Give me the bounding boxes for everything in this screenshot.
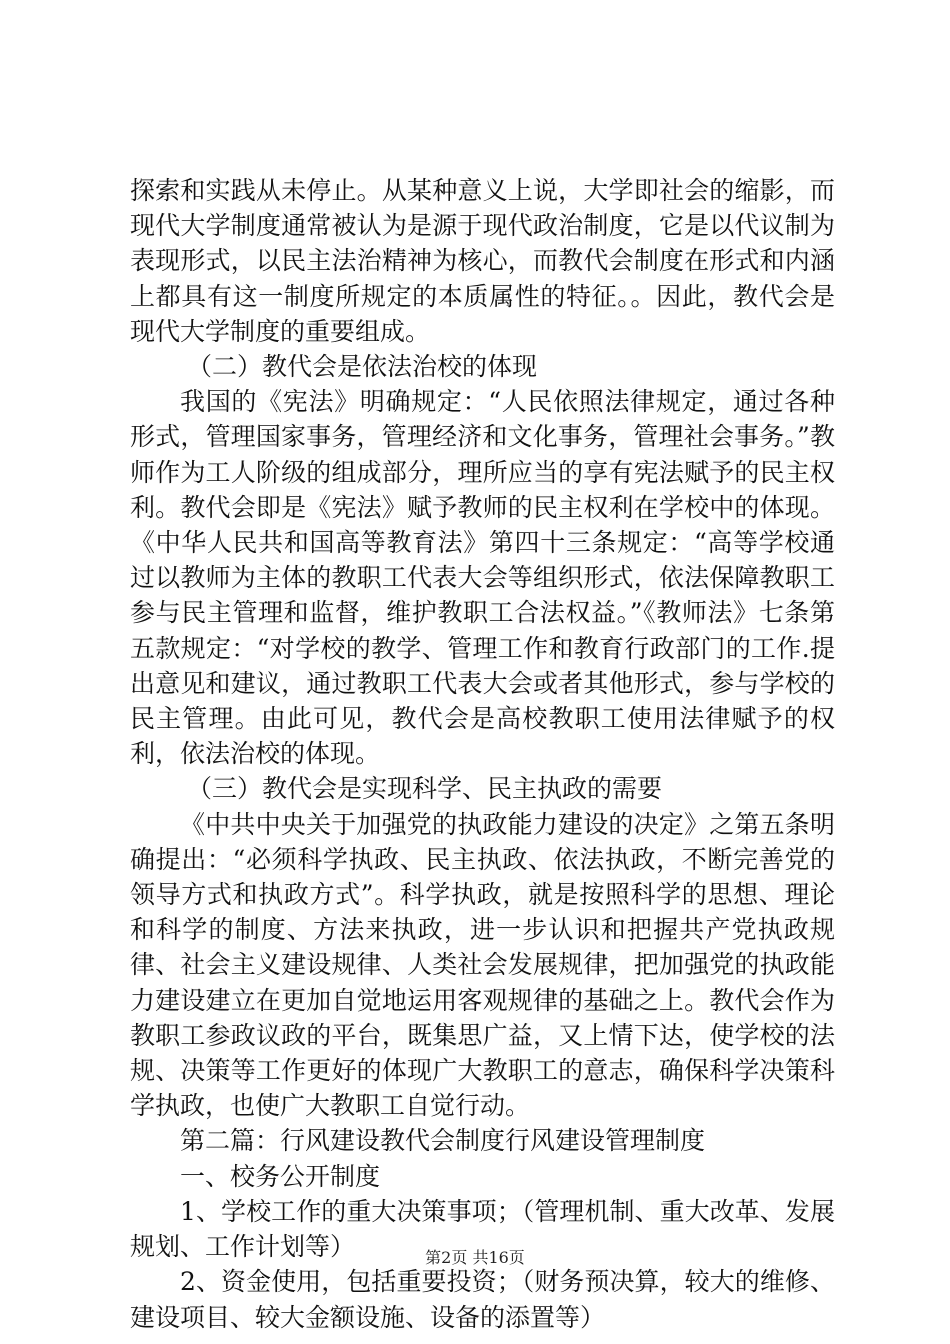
paragraph-governance: 《中共中央关于加强党的执政能力建设的决定》之第五条明确提出：“必须科学执政、民主执政、依法执政，不断完善党的领导方式和执政方式”。科学执政，就是按照科学的思想、理论和科学的制度、方法来执政，进一步认识和把握共产党执政规律、社会主义建设规律、人类社会发展规律，把加强党的执政能力建设建立在更加自觉地运用客观规律的基础之上。教代会作为教职工参政议政的平台，既集思广益，又上情下达，使学校的法规、决策等工作更好的体现广大教职工的意志，确保科学决策科学执政，也使广大教职工自觉行动。 (130, 809, 835, 1121)
document-body (130, 173, 835, 1335)
chapter-heading: 第二篇：行风建设教代会制度行风建设管理制度 (180, 1126, 706, 1156)
paragraph-intro: 探索和实践从未停止。从某种意义上说，大学即社会的缩影，而现代大学制度通常被认为是源于现代政治制度，它是以代议制为表现形式，以民主法治精神为核心，而教代会制度在形式和内涵上都具有这一制度所规定的本质属性的特征。。因此，教代会是现代大学制度的重要组成。 (130, 176, 835, 346)
list-item-2: 2、资金使用，包括重要投资；（财务预决算，较大的维修、建设项目、较大金额设施、设备的添置等） (130, 1267, 835, 1332)
list-item-1: 1、学校工作的重大决策事项；（管理机制、重大改革、发展规划、工作计划等） (130, 1196, 835, 1262)
section-heading-3: （三）教代会是实现科学、民主执政的需要 (187, 774, 663, 804)
paragraph-law: 我国的《宪法》明确规定：“人民依照法律规定，通过各种形式，管理国家事务，管理经济和文化事务，管理社会事务。”教师作为工人阶级的组成部分，理所应当的享有宪法赋予的民主权利。教代会即是《宪法》赋予教师的民主权利在学校中的体现。《中华人民共和国高等教育法》第四十三条规定：“高等学校通过以教师为主体的教职工代表大会等组织形式，依法保障教职工参与民主管理和监督，维护教职工合法权益。”《教师法》七条第五款规定：“对学校的教学、管理工作和教育行政部门的工作.提出意见和建议，通过教职工代表大会或者其他形式，参与学校的民主管理。由此可见，教代会是高校教职工使用法律赋予的权利，依法治校的体现。 (130, 387, 835, 769)
page-number: 第2页 共16页 (425, 1248, 525, 1267)
section-heading-2: （二）教代会是依法治校的体现 (187, 352, 538, 382)
subsection-heading: 一、校务公开制度 (180, 1161, 381, 1191)
